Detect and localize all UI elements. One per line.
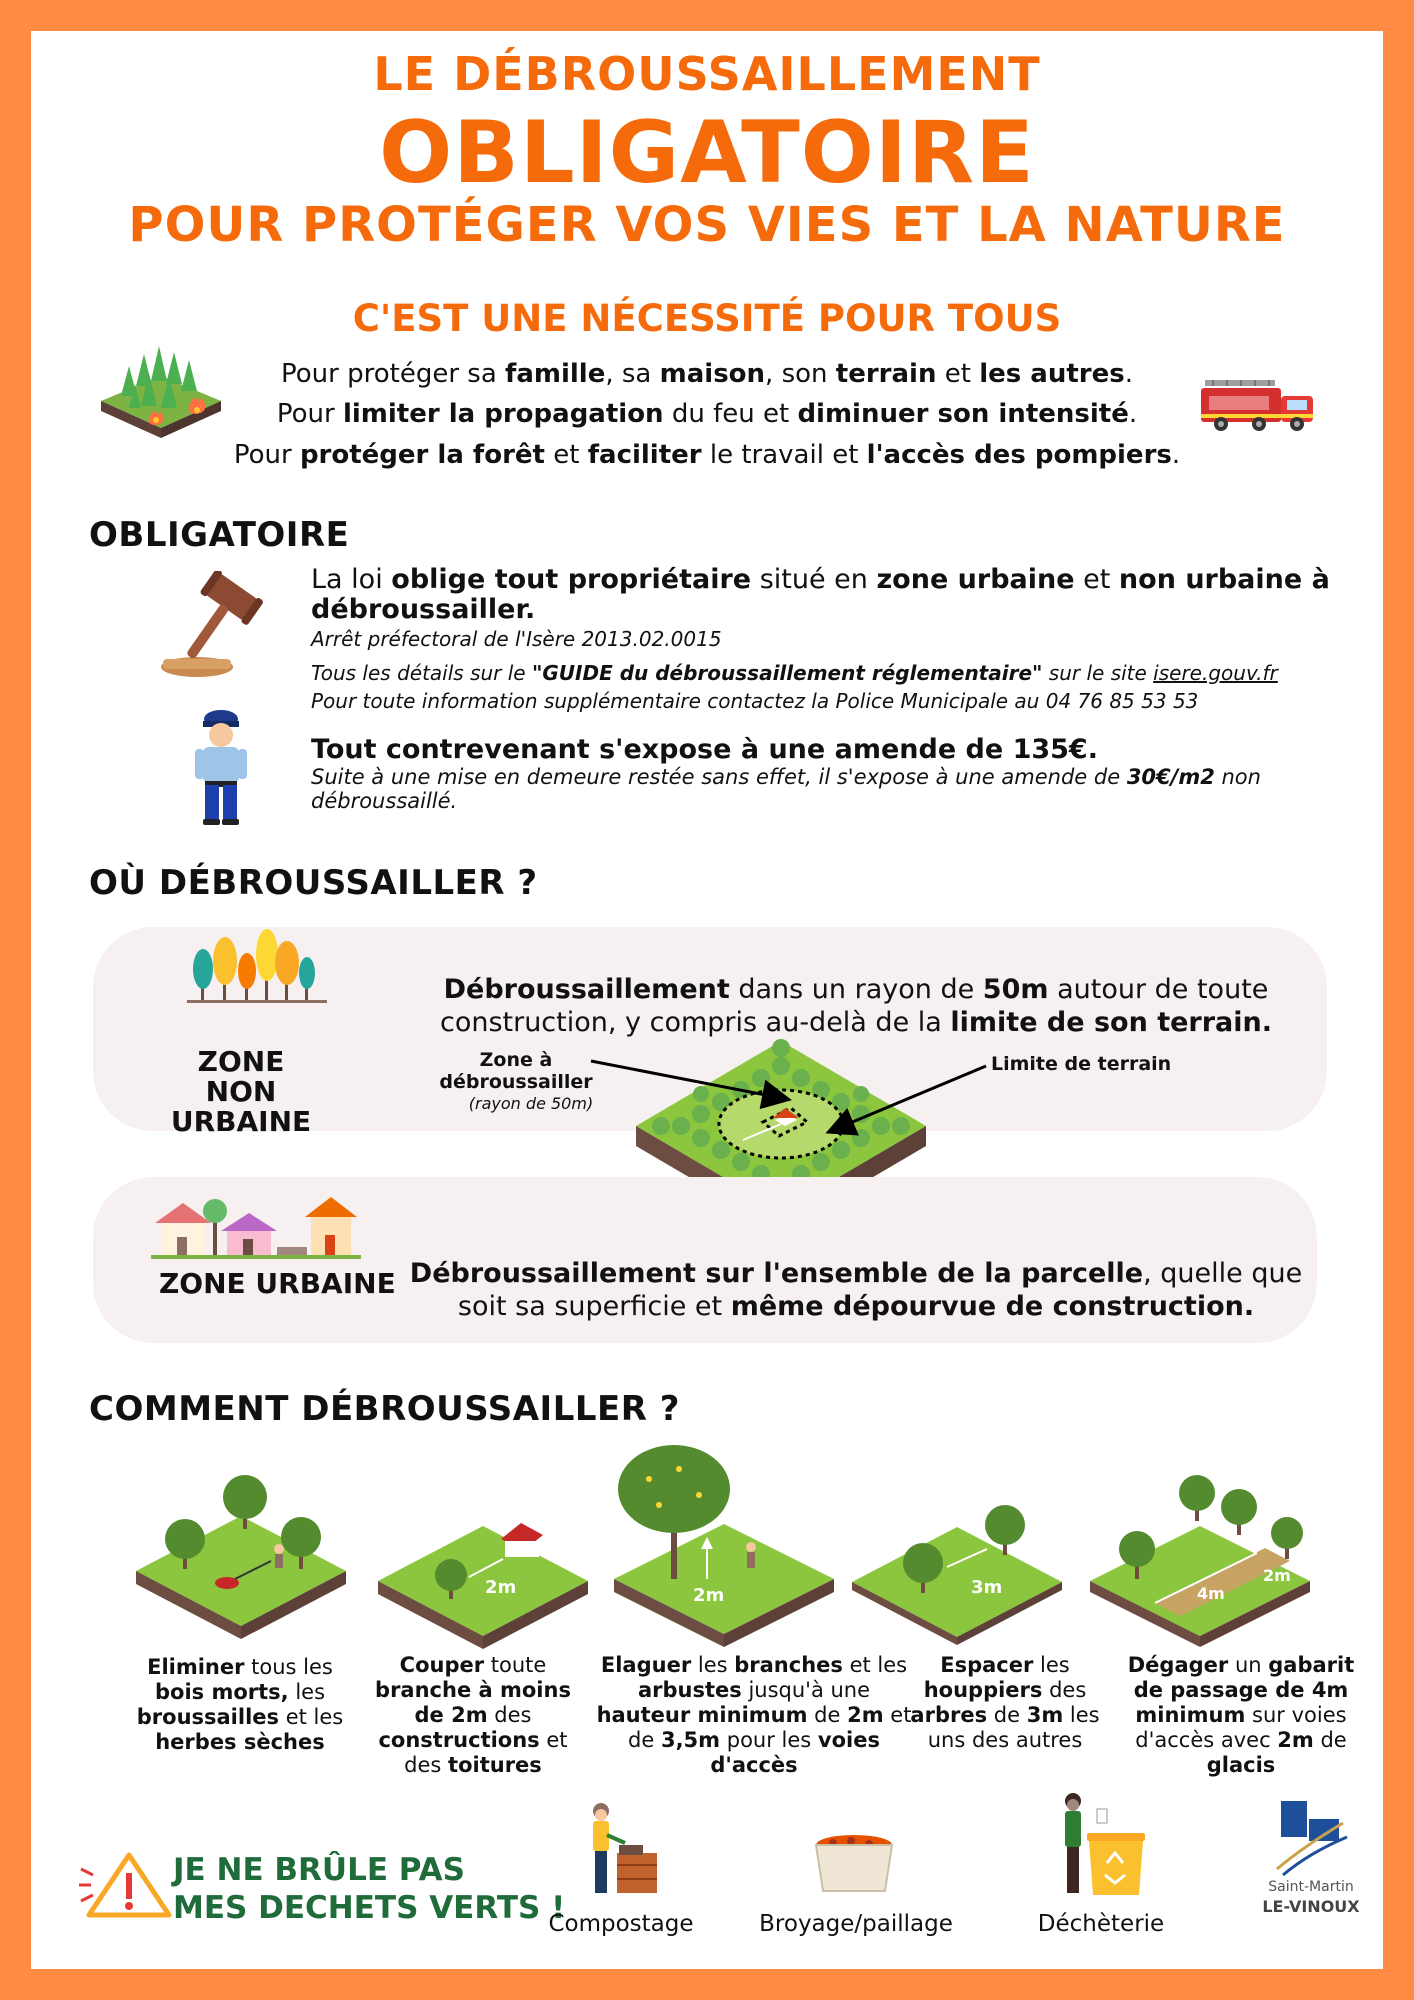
zone-label: Zone à débroussailler (rayon de 50m) bbox=[439, 1049, 594, 1113]
step-4-caption: Espacer les houppiers des arbres de 3m les uns des autres bbox=[910, 1653, 1100, 1752]
fine-text: Suite à une mise en demeure restée sans effet, il s'expose à une amende de 30€/m2 non débroussaillé. bbox=[311, 765, 1261, 813]
step-1-caption: Eliminer tous les bois morts, les broussailles et les herbes sèches bbox=[136, 1655, 344, 1754]
step-4-illustration bbox=[847, 1497, 1067, 1647]
fine-title: Tout contrevenant s'expose à une amende de 135€. bbox=[311, 734, 1098, 765]
step-4-distance: 3m bbox=[971, 1577, 1003, 1598]
recycling-bin-icon bbox=[1053, 1789, 1149, 1901]
step-5-caption: Dégager un gabarit de passage de 4m minimum sur voies d'accès avec 2m de glacis bbox=[1127, 1653, 1355, 1777]
burn-warning: JE NE BRÛLE PAS MES DECHETS VERTS ! bbox=[173, 1852, 566, 1926]
step-2-illustration bbox=[373, 1501, 593, 1651]
intro-line-1: Pour protéger sa famille, sa maison, son terrain et les autres. bbox=[281, 359, 1133, 389]
warning-icon bbox=[79, 1849, 175, 1923]
intro-line-3: Pour protéger la forêt et faciliter le travail et l'accès des pompiers. bbox=[233, 440, 1181, 470]
trees-icon bbox=[187, 927, 327, 1007]
pointer-arrows bbox=[581, 1041, 1001, 1151]
arrete-text: Arrêt préfectoral de l'Isère 2013.02.0015 bbox=[311, 627, 722, 651]
step-3-distance: 2m bbox=[693, 1585, 725, 1606]
logo-text-1: Saint-Martin bbox=[1268, 1879, 1354, 1895]
compost-label: Compostage bbox=[548, 1911, 694, 1937]
step-3-illustration bbox=[609, 1439, 839, 1649]
law-text: La loi oblige tout propriétaire situé en zone urbaine et non urbaine à débroussailler. bbox=[311, 564, 1330, 625]
logo-text-2: LE-VINOUX bbox=[1262, 1897, 1360, 1916]
mulch-label: Broyage/paillage bbox=[759, 1911, 953, 1937]
decheterie-label: Déchèterie bbox=[1037, 1911, 1165, 1937]
step-5-illustration bbox=[1085, 1471, 1315, 1651]
limit-label: Limite de terrain bbox=[991, 1053, 1172, 1075]
zone-non-urbaine-label: ZONE NON URBAINE bbox=[170, 1045, 312, 1138]
intro-line-2: Pour limiter la propagation du feu et diminuer son intensité. bbox=[276, 399, 1138, 429]
ou-heading: OÙ DÉBROUSSAILLER ? bbox=[89, 863, 538, 903]
title-line-2: OBLIGATOIRE bbox=[379, 103, 1035, 203]
step-2-caption: Couper toute branche à moins de 2m des constructions et des toitures bbox=[375, 1653, 571, 1777]
title-line-3: POUR PROTÉGER VOS VIES ET LA NATURE bbox=[128, 197, 1286, 253]
obligatoire-heading: OBLIGATOIRE bbox=[89, 515, 350, 555]
comment-heading: COMMENT DÉBROUSSAILLER ? bbox=[89, 1389, 680, 1429]
step-3-caption: Elaguer les branches et les arbustes jusqu'à une hauteur minimum de 2m et de 3,5m pour les voies d'accès bbox=[596, 1653, 912, 1777]
step-1-illustration bbox=[131, 1471, 351, 1641]
title-line-1: LE DÉBROUSSAILLEMENT bbox=[373, 47, 1041, 101]
step-2-distance: 2m bbox=[485, 1577, 517, 1598]
forest-fire-icon bbox=[91, 336, 231, 446]
isere-link[interactable]: isere.gouv.fr bbox=[1153, 661, 1278, 685]
guide-text: Tous les détails sur le "GUIDE du débroussaillement réglementaire" sur le site isere.gouv.fr bbox=[311, 661, 1278, 685]
compost-icon bbox=[571, 1801, 661, 1901]
police-officer-icon bbox=[191, 707, 251, 827]
zone-urbaine-label: ZONE URBAINE bbox=[159, 1267, 396, 1300]
poster bbox=[31, 31, 1383, 1969]
municipality-logo bbox=[1273, 1797, 1351, 1877]
step-5-width: 4m bbox=[1197, 1584, 1225, 1603]
mulch-icon bbox=[811, 1831, 897, 1895]
zone-urbaine-text: Débroussaillement sur l'ensemble de la parcelle, quelle que soit sa superficie et même dépourvue de construction. bbox=[409, 1258, 1303, 1322]
houses-icon bbox=[151, 1189, 361, 1261]
gavel-icon bbox=[157, 571, 287, 681]
necessity-heading: C'EST UNE NÉCESSITÉ POUR TOUS bbox=[352, 297, 1062, 340]
contact-text: Pour toute information supplémentaire contactez la Police Municipale au 04 76 85 53 53 bbox=[311, 689, 1199, 713]
step-5-glacis: 2m bbox=[1263, 1566, 1291, 1585]
zone-non-urbaine-text: Débroussaillement dans un rayon de 50m autour de toute construction, y compris au-delà de la limite de son terrain. bbox=[439, 974, 1273, 1038]
